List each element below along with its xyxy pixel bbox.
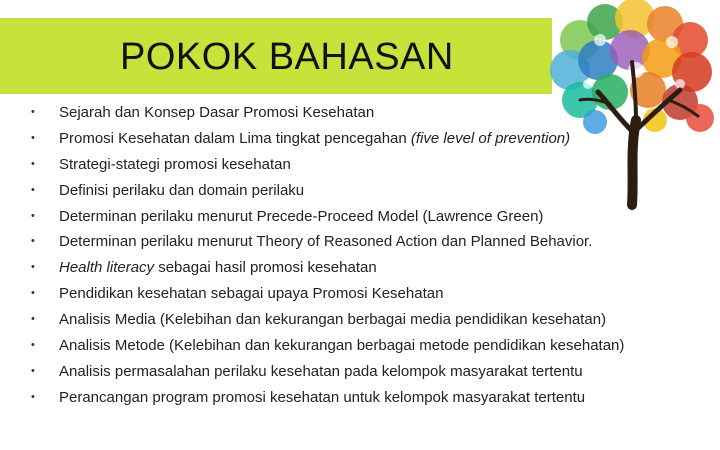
colorful-tree-icon	[540, 0, 720, 210]
list-item-text: Pendidikan kesehatan sebagai upaya Promosi Kesehatan	[59, 285, 444, 303]
bullet: •	[31, 261, 35, 274]
list-item-emphasis: Health literacy	[59, 259, 155, 277]
list-item-text: Definisi perilaku dan domain perilaku	[59, 181, 305, 199]
bullet: •	[31, 209, 35, 222]
bullet: •	[31, 390, 35, 403]
bullet: •	[31, 131, 35, 144]
list-item-text: Promosi Kesehatan dalam Lima tingkat pencegahan (five level of prevention)	[59, 129, 571, 147]
bullet: •	[31, 106, 35, 118]
list-item-text: Determinan perilaku menurut Theory of Reasoned Action dan Planned Behavior.	[59, 233, 593, 251]
list-item-text: Perancangan program promosi kesehatan untuk kelompok masyarakat tertentu	[59, 388, 586, 406]
bullet: •	[31, 339, 35, 352]
list-item-text: Strategi-stategi promosi kesehatan	[59, 155, 291, 173]
bullet: •	[31, 183, 35, 196]
bullet: •	[31, 313, 35, 326]
bullet: •	[31, 364, 35, 377]
bullet: •	[31, 287, 35, 300]
list-item-text: Analisis Media (Kelebihan dan kekurangan berbagai media pendidikan kesehatan)	[59, 311, 607, 329]
list-item-text: Determinan perilaku menurut Precede-Proceed Model (Lawrence Green)	[59, 207, 544, 225]
slide-title: POKOK BAHASAN	[120, 36, 454, 78]
bullet: •	[31, 235, 35, 248]
list-item-text: Sejarah dan Konsep Dasar Promosi Kesehatan	[59, 104, 375, 121]
bullet: •	[31, 157, 35, 170]
list-item-text: Analisis Metode (Kelebihan dan kekurangan berbagai metode pendidikan kesehatan)	[59, 337, 625, 355]
list-item-text: Analisis permasalahan perilaku kesehatan pada kelompok masyarakat tertentu	[59, 362, 583, 380]
list-item-emphasis: (five level of prevention)	[410, 129, 571, 147]
list-item-text: Health literacy sebagai hasil promosi kesehatan	[59, 259, 377, 277]
